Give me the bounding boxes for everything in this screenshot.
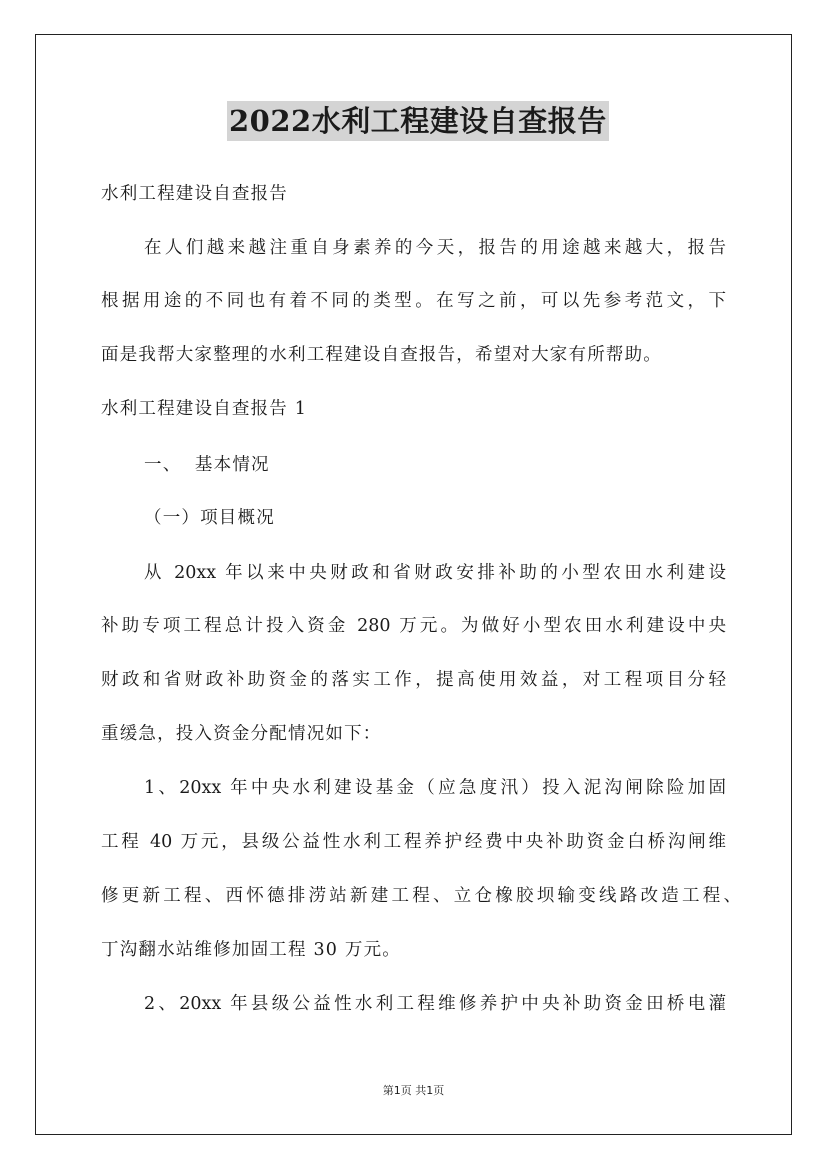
paragraph-line: 2、20xx 年县级公益性水利工程维修养护中央补助资金田桥电灌 (144, 994, 726, 1014)
document-title: 2022水利工程建设自查报告 (227, 101, 609, 141)
paragraph-line: 丁沟翻水站维修加固工程 30 万元。 (101, 940, 401, 960)
subsection-heading: （一）项目概况 (144, 508, 275, 528)
paragraph-line: 从 20xx 年以来中央财政和省财政安排补助的小型农田水利建设 (144, 563, 726, 583)
paragraph-line: 重缓急，投入资金分配情况如下： (101, 724, 382, 744)
paragraph-line: 在人们越来越注重自身素养的今天，报告的用途越来越大，报告 (144, 238, 726, 258)
page-footer: 第1页 共1页 (382, 1084, 445, 1097)
paragraph-line: 根据用途的不同也有着不同的类型。在写之前，可以先参考范文，下 (101, 291, 726, 311)
section-heading: 水利工程建设自查报告 1 (101, 399, 308, 419)
document-subtitle: 水利工程建设自查报告 (101, 184, 288, 204)
paragraph-line: 工程 40 万元，县级公益性水利工程养护经费中央补助资金白桥沟闸维 (101, 832, 726, 852)
section-heading: 一、 基本情况 (144, 455, 270, 475)
paragraph-line: 财政和省财政补助资金的落实工作，提高使用效益，对工程项目分轻 (101, 670, 726, 690)
paragraph-line: 1、20xx 年中央水利建设基金（应急度汛）投入泥沟闸除险加固 (144, 778, 726, 798)
paragraph-line: 面是我帮大家整理的水利工程建设自查报告，希望对大家有所帮助。 (101, 345, 662, 365)
paragraph-line: 修更新工程、西怀德排涝站新建工程、立仓橡胶坝输变线路改造工程、 (101, 886, 741, 906)
paragraph-line: 补助专项工程总计投入资金 280 万元。为做好小型农田水利建设中央 (101, 616, 726, 636)
